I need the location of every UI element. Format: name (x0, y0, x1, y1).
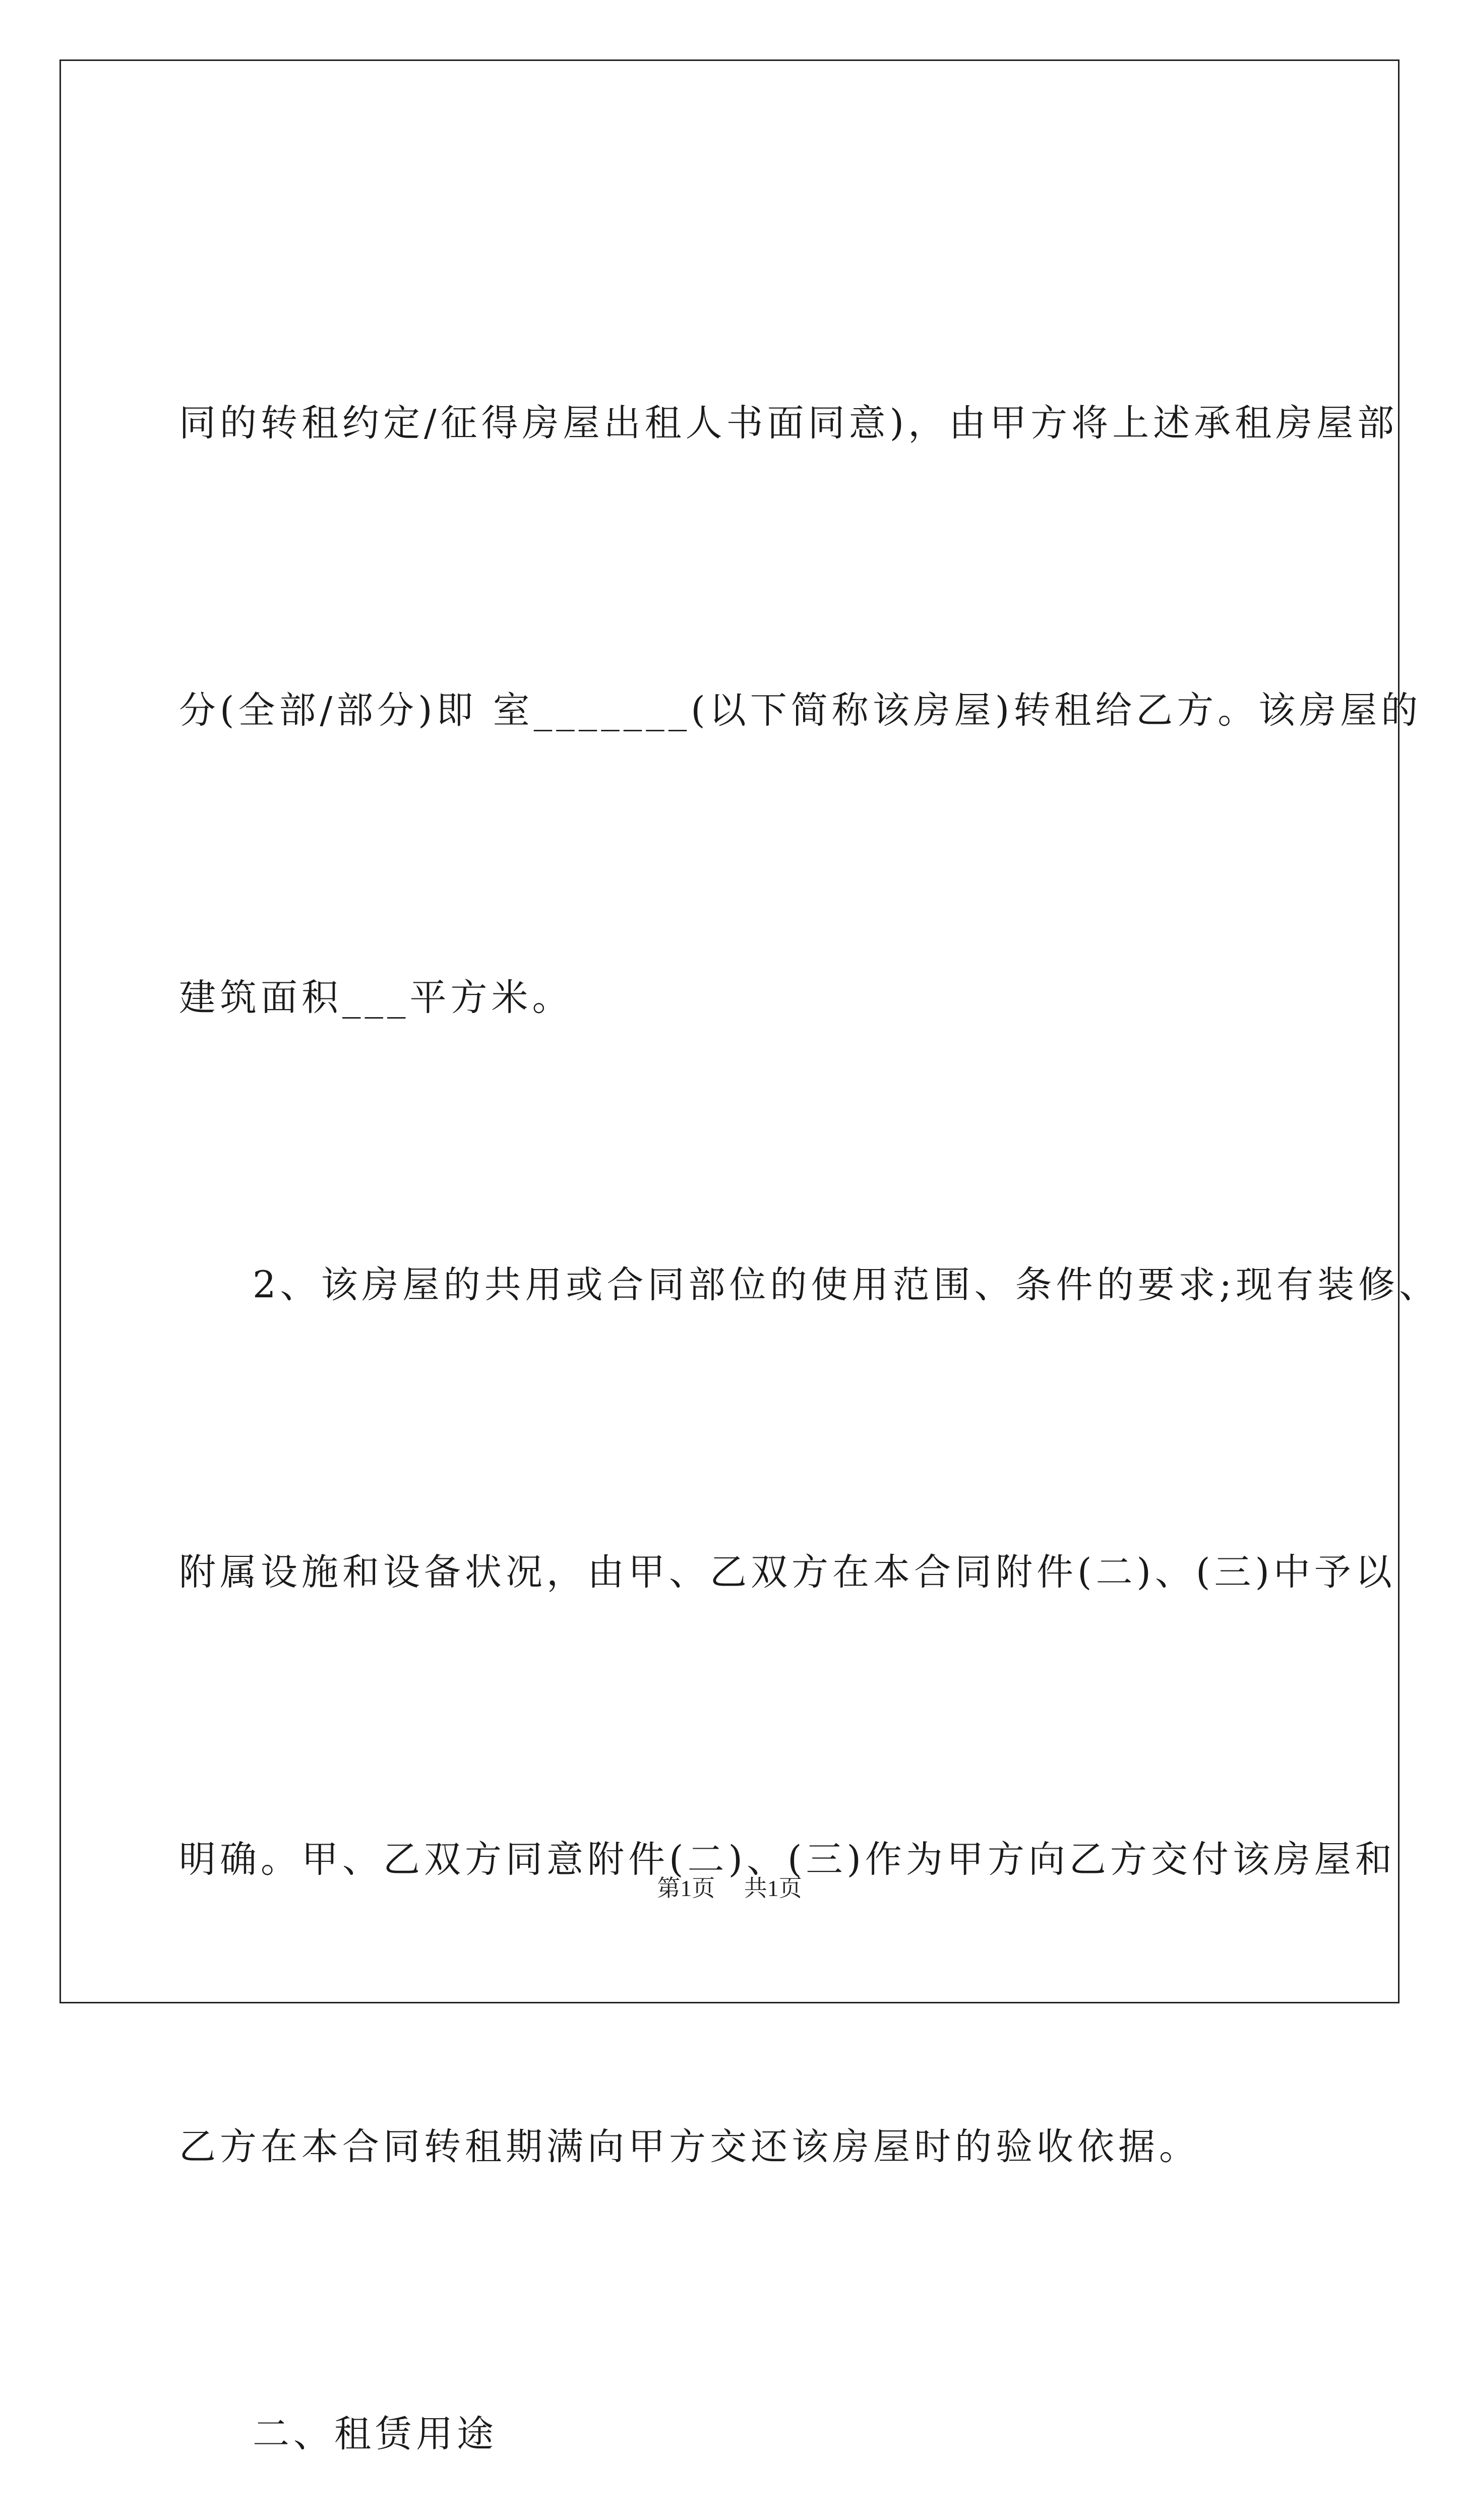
text-line: 2、该房屋的共用或合同部位的使用范围、条件的要求;现有装修、 (253, 1264, 1440, 1306)
text-line: 乙方在本合同转租期满向甲方交还该房屋时的验收依据。 (179, 2125, 1200, 2168)
text-line: 建筑面积___平方米。 (179, 976, 573, 1019)
text-line: 附属设施和设备状况，由甲、乙双方在本合同附件(二)、(三)中予以 (179, 1551, 1396, 1594)
text-line: 同的转租约定/征得房屋出租人书面同意)，由甲方将上述承租房屋部 (179, 402, 1399, 445)
page-footer (0, 1870, 1459, 1903)
text-line: 分(全部/部分)即 室_______(以下简称该房屋)转租给乙方。该房屋的 (179, 689, 1422, 732)
section-heading: 二、租赁用途 (253, 2413, 498, 2455)
page-number: 第1页 (657, 1875, 715, 1901)
page-total: 共1页 (744, 1875, 802, 1901)
text-line: 明确。甲、乙双方同意附件(二)、(三)作为甲方向乙方交付该房屋和 (179, 1838, 1396, 1881)
document-body (179, 184, 1440, 2520)
document-text (179, 184, 1440, 2520)
